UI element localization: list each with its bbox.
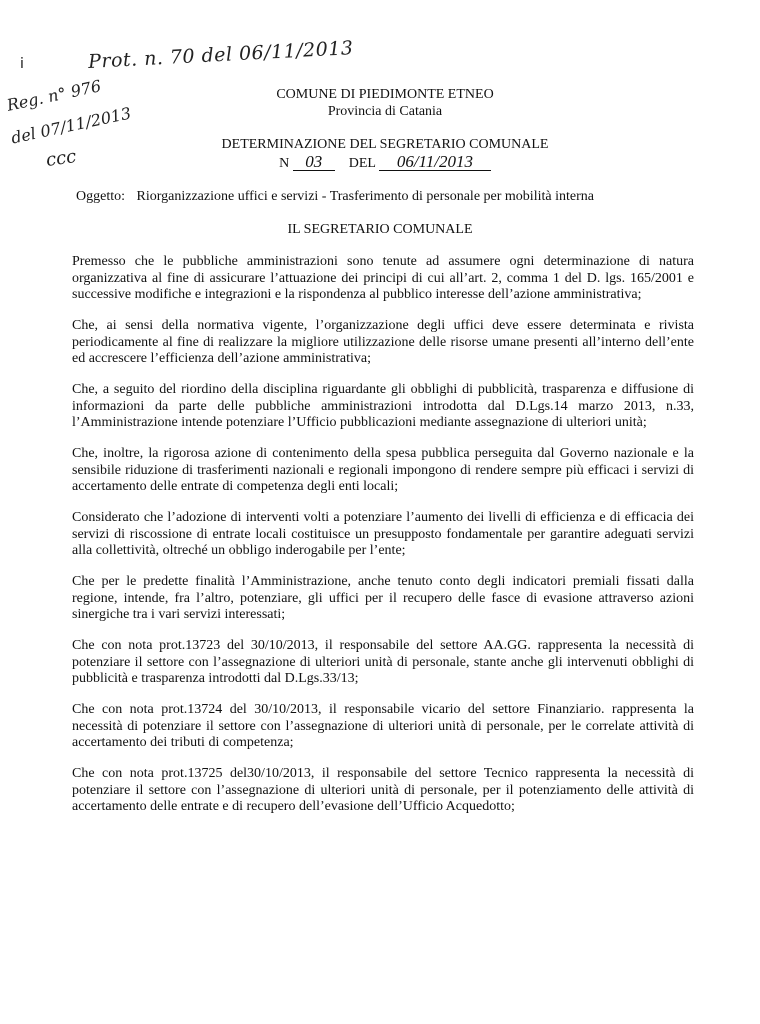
paragraph: Che con nota prot.13723 del 30/10/2013, il responsabile del settore AA.GG. rappresenta la necessità di potenziare il settore con l’assegnazione di ulteriori unità di personale, stante anche gli intervenuti obblighi di pubblicità e trasparenza introdotti dal D.Lgs.33/13; (72, 638, 694, 686)
subject-line (76, 188, 696, 205)
date-value: 06/11/2013 (379, 153, 491, 171)
handwritten-protocol-note: Prot. n. 70 del 06/11/2013 (87, 37, 354, 73)
document-body (72, 254, 694, 830)
paragraph: Che, ai sensi della normativa vigente, l’organizzazione degli uffici deve essere determinata e rivista periodicamente al fine di realizzare la migliore utilizzazione delle risorse umane presenti all’interno dell’ente ed accrescere l’efficienza dell’azione amministrativa; (72, 318, 694, 366)
number-value: 03 (293, 153, 335, 171)
number-label: N (279, 156, 290, 171)
province-name: Provincia di Catania (327, 104, 443, 119)
handwritten-registration-number: Reg. n° 976 (5, 76, 103, 115)
subject-text: Riorganizzazione uffici e servizi - Trasferimento di personale per mobilità interna (136, 189, 594, 204)
document-header (200, 86, 570, 172)
paragraph: Che con nota prot.13725 del30/10/2013, il responsabile del settore Tecnico rappresenta la necessità di potenziare il settore con l’assegnazione di ulteriori unità di personale, per il potenziamento delle attività di accertamento delle entrate e di recupero dell’evasione dell’Ufficio Acquedotto; (72, 766, 694, 814)
section-heading: IL SEGRETARIO COMUNALE (287, 222, 473, 237)
document-type: DETERMINAZIONE DEL SEGRETARIO COMUNALE (221, 137, 549, 152)
paragraph: Premesso che le pubbliche amministrazioni sono tenute ad assumere ogni determinazione di natura organizzativa al fine di assicurare l’attuazione dei principi di cui all’art. 2, comma 1 del D. lgs. 165/2001 e successive modifiche e integrazioni e la rispondenza al pubblico interesse dell’azione amministrativa; (72, 254, 694, 302)
paragraph: Che, inoltre, la rigorosa azione di contenimento della spesa pubblica perseguita dal Governo nazionale e la sensibile riduzione di trasferimenti nazionali e regionali impongono di rendere sempre più efficaci i servizi di accertamento delle entrate di competenza degli enti locali; (72, 446, 694, 494)
paragraph: Che per le predette finalità l’Amministrazione, anche tenuto conto degli indicatori premiali fissati dalla regione, intende, fra l’altro, potenziare, gli uffici per il recupero delle fasce di evasione attraverso azioni sinergiche tra i vari servizi interessati; (72, 574, 694, 622)
handwritten-registration-date: del 07/11/2013 (9, 103, 133, 148)
number-date-line (200, 153, 570, 172)
corner-mark: i (20, 56, 24, 72)
date-label: DEL (348, 156, 376, 171)
handwritten-initials: ccc (44, 145, 78, 172)
subject-label: Oggetto: (76, 189, 125, 204)
paragraph: Considerato che l’adozione di interventi volti a potenziare l’aumento dei livelli di efficienza e di efficacia dei servizi di riscossione di entrate locali costituisce un presupposto fondamentale per garantire adeguati servizi alla collettività, oltreché un obbligo inderogabile per l’ente; (72, 510, 694, 558)
municipality-name: COMUNE DI PIEDIMONTE ETNEO (276, 87, 494, 102)
paragraph: Che, a seguito del riordino della disciplina riguardante gli obblighi di pubblicità, trasparenza e diffusione di informazioni da parte delle pubbliche amministrazioni introdotta dal D.Lgs.14 marzo 2013, n.33, l’Amministrazione intende potenziare l’Ufficio pubblicazioni mediante assegnazione di ulteriori unità; (72, 382, 694, 430)
paragraph: Che con nota prot.13724 del 30/10/2013, il responsabile vicario del settore Finanziario. rappresenta la necessità di potenziare il settore con l’assegnazione di ulteriori unità di personale, per le correlate attività di accertamento dei tributi di competenza; (72, 702, 694, 750)
